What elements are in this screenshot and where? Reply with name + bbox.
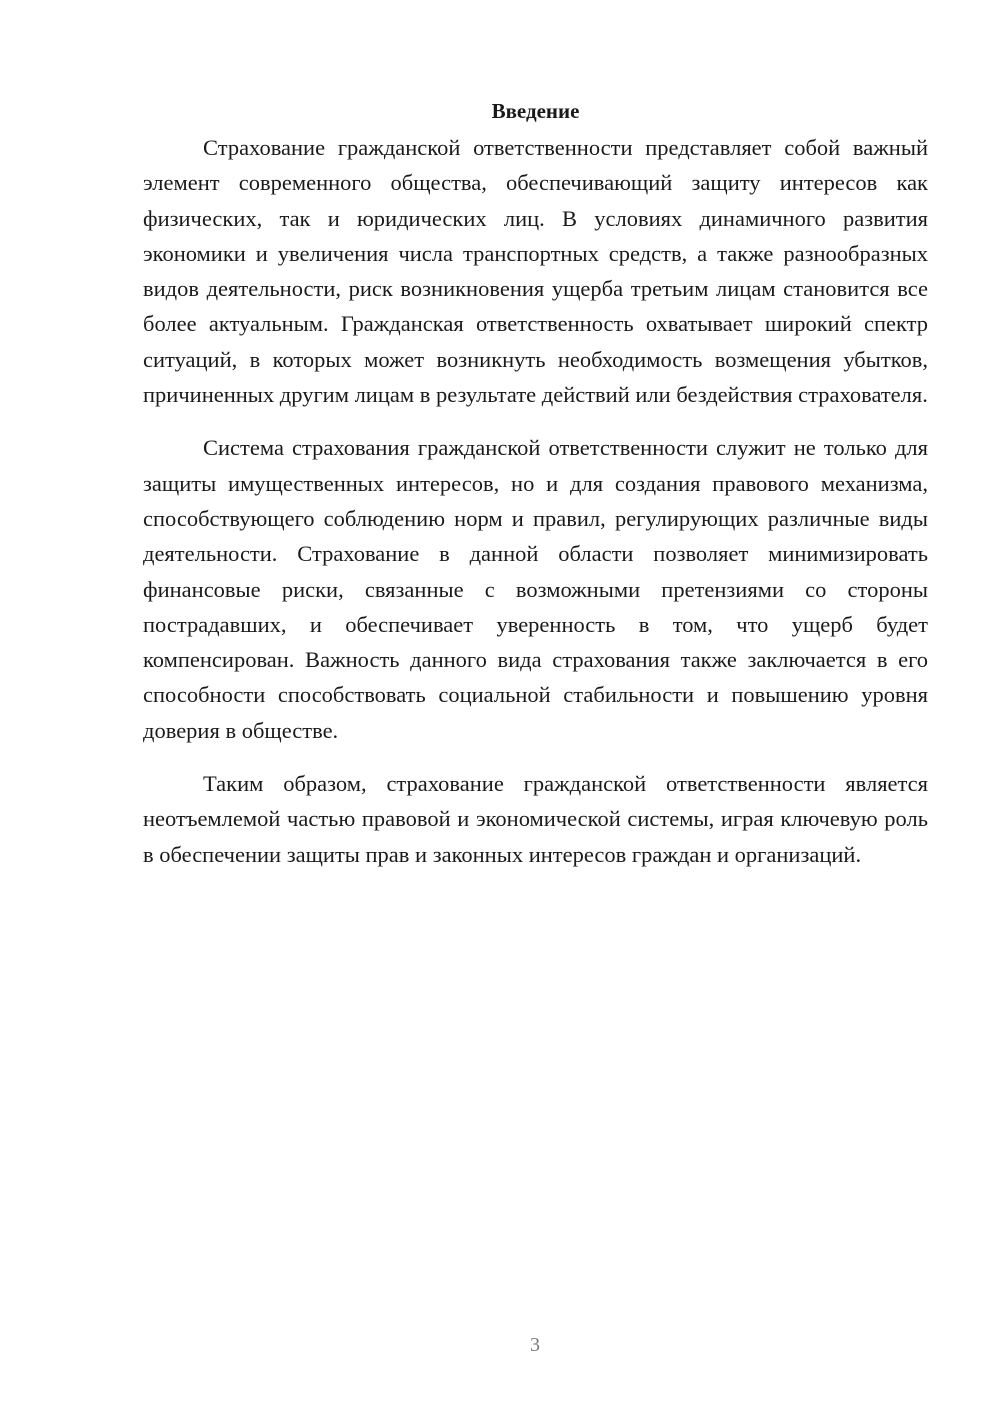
paragraph-2: Система страхования гражданской ответственности служит не только для защиты имущественных интересов, но и для создания правового механизма, способствующего соблюдению норм и правил, регулирующих различные виды деятельности. Страхование в данной области позволяет минимизировать финансовые риски, связанные с возможными претензиями со стороны пострадавших, и обеспечивает уверенность в том, что ущерб будет компенсирован. Важность данного вида страхования также заключается в его способности способствовать социальной стабильности и повышению уровня доверия в обществе. [143,435,928,743]
paragraph-1: Страхование гражданской ответственности представляет собой важный элемент современного общества, обеспечивающий защиту интересов как физических, так и юридических лиц. В условиях динамичного развития экономики и увеличения числа транспортных средств, а также разнообразных видов деятельности, риск возникновения ущерба третьим лицам становится все более актуальным. Гражданская ответственность охватывает широкий спектр ситуаций, в которых может возникнуть необходимость возмещения убытков, причиненных другим лицам в результате действий или бездействия страхователя. [143,135,928,408]
document-body [143,96,928,890]
paragraph-3: Таким образом, страхование гражданской ответственности является неотъемлемой частью правовой и экономической системы, играя ключевую роль в обеспечении защиты прав и законных интересов граждан и организаций. [143,771,928,867]
page-number: 3 [530,1334,540,1356]
section-title: Введение [491,99,580,123]
